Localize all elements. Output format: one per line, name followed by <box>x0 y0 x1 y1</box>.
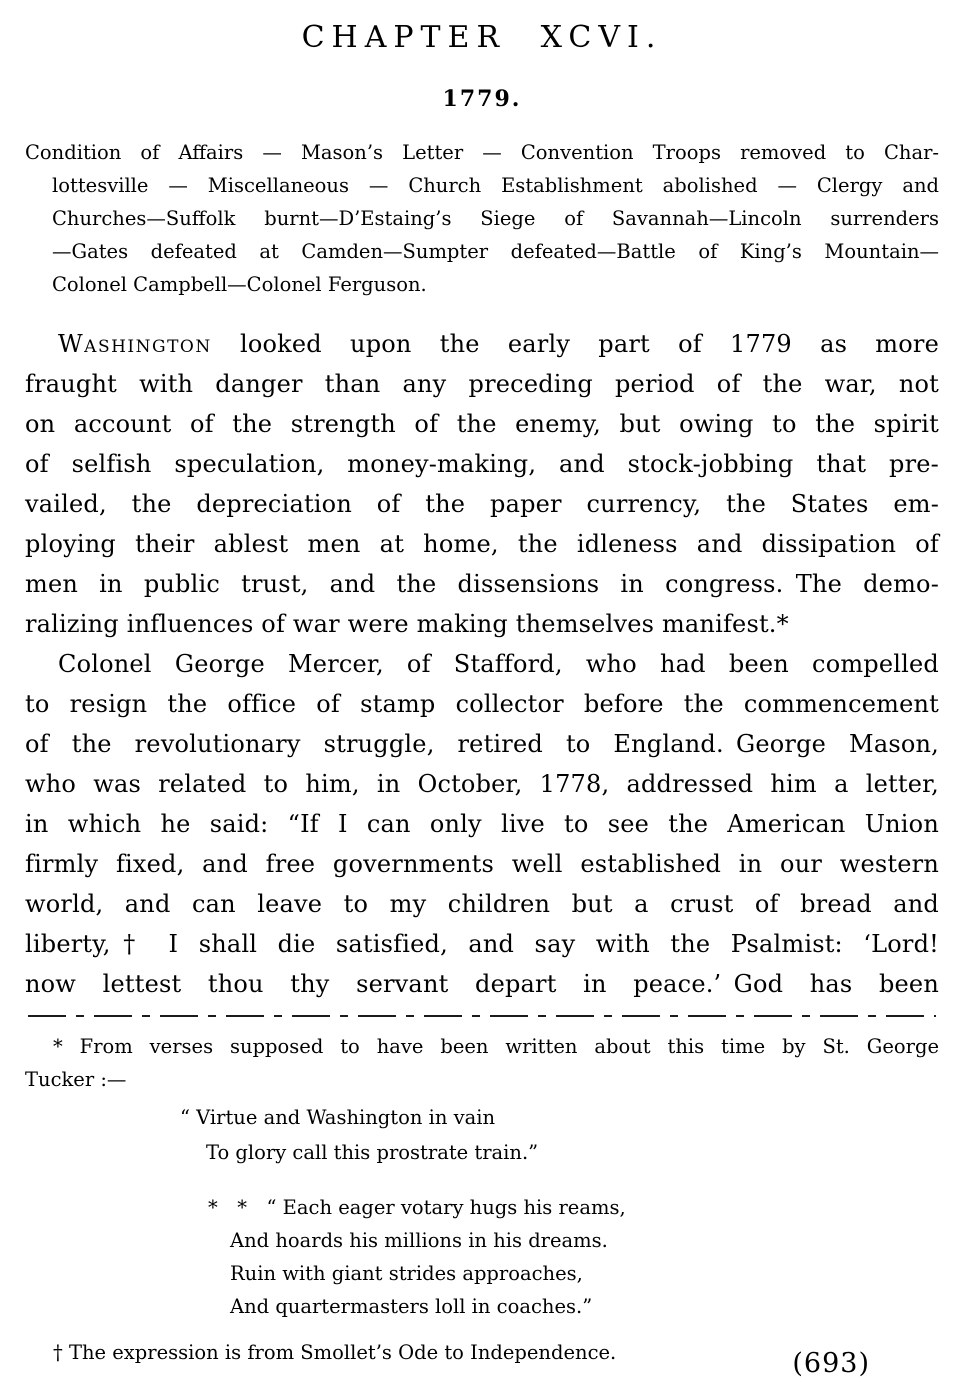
body-line: to resign the office of stamp collector before the commencement <box>25 690 939 718</box>
verse-line: “ Virtue and Washington in vain <box>180 1106 496 1129</box>
verse-line: To glory call this prostrate train.” <box>206 1141 539 1164</box>
summary-line: Condition of Affairs — Mason’s Letter — Convention Troops removed to Char- <box>25 141 939 164</box>
footnote-smollet: † The expression is from Smollet’s Ode to Independence. <box>53 1341 617 1364</box>
footnote-line: * From verses supposed to have been written about this time by St. George <box>53 1035 939 1058</box>
body-line: in which he said: “If I can only live to see the American Union <box>25 810 939 838</box>
verse-line: And quartermasters loll in coaches.” <box>230 1295 593 1318</box>
body-line: of the revolutionary struggle, retired to England. George Mason, <box>25 730 939 758</box>
paragraph-mercer-mason <box>25 644 939 1004</box>
footnote-verse-virtue <box>180 1100 939 1170</box>
body-line: who was related to him, in October, 1778, addressed him a letter, <box>25 770 939 798</box>
body-line: fraught with danger than any preceding period of the war, not <box>25 370 939 398</box>
footnote-rule <box>28 1015 936 1017</box>
verse-line: Ruin with giant strides approaches, <box>230 1262 583 1285</box>
body-line: vailed, the depreciation of the paper currency, the States em- <box>25 490 939 518</box>
verse-line: * * “ Each eager votary hugs his reams, <box>208 1196 626 1219</box>
body-line: liberty,† I shall die satisfied, and say with the Psalmist: ‘Lord! <box>25 930 939 958</box>
footnotes <box>25 1030 939 1369</box>
summary-line: Churches—Suffolk burnt—D’Estaing’s Siege of Savannah—Lincoln surrenders <box>52 207 939 230</box>
small-caps-lead: Washington <box>58 330 212 358</box>
body-line: on account of the strength of the enemy, but owing to the spirit <box>25 410 939 438</box>
year-heading: 1779. <box>442 86 522 112</box>
body-line: Washington looked upon the early part of 1779 as more <box>58 330 939 358</box>
summary-line: —Gates defeated at Camden—Sumpter defeated—Battle of King’s Mountain— <box>52 240 939 263</box>
body-line: ploying their ablest men at home, the idleness and dissipation of <box>25 530 939 558</box>
page-number: (693) <box>792 1348 870 1379</box>
body-line: of selfish speculation, money-making, and stock-jobbing that pre- <box>25 450 939 478</box>
footnote-verse-votary <box>208 1191 939 1323</box>
body-line: men in public trust, and the dissensions in congress. The demo- <box>25 570 939 598</box>
chapter-summary <box>25 136 939 301</box>
paragraph-washington <box>25 324 939 644</box>
summary-line: lottesville — Miscellaneous — Church Establishment abolished — Clergy and <box>52 174 939 197</box>
footnote-tucker <box>25 1030 939 1096</box>
body-line: ralizing influences of war were making themselves manifest.* <box>25 610 789 638</box>
body-line: world, and can leave to my children but a crust of bread and <box>25 890 939 918</box>
footnote-line: Tucker :— <box>25 1068 127 1091</box>
body-line: Colonel George Mercer, of Stafford, who had been compelled <box>58 650 939 678</box>
summary-line: Colonel Campbell—Colonel Ferguson. <box>52 273 427 296</box>
chapter-title: CHAPTER XCVI. <box>301 20 663 55</box>
body-line: now lettest thou thy servant depart in peace.’ God has been <box>25 970 939 998</box>
body-line: firmly fixed, and free governments well established in our western <box>25 850 939 878</box>
verse-line: And hoards his millions in his dreams. <box>230 1229 608 1252</box>
body-text <box>25 324 939 1004</box>
